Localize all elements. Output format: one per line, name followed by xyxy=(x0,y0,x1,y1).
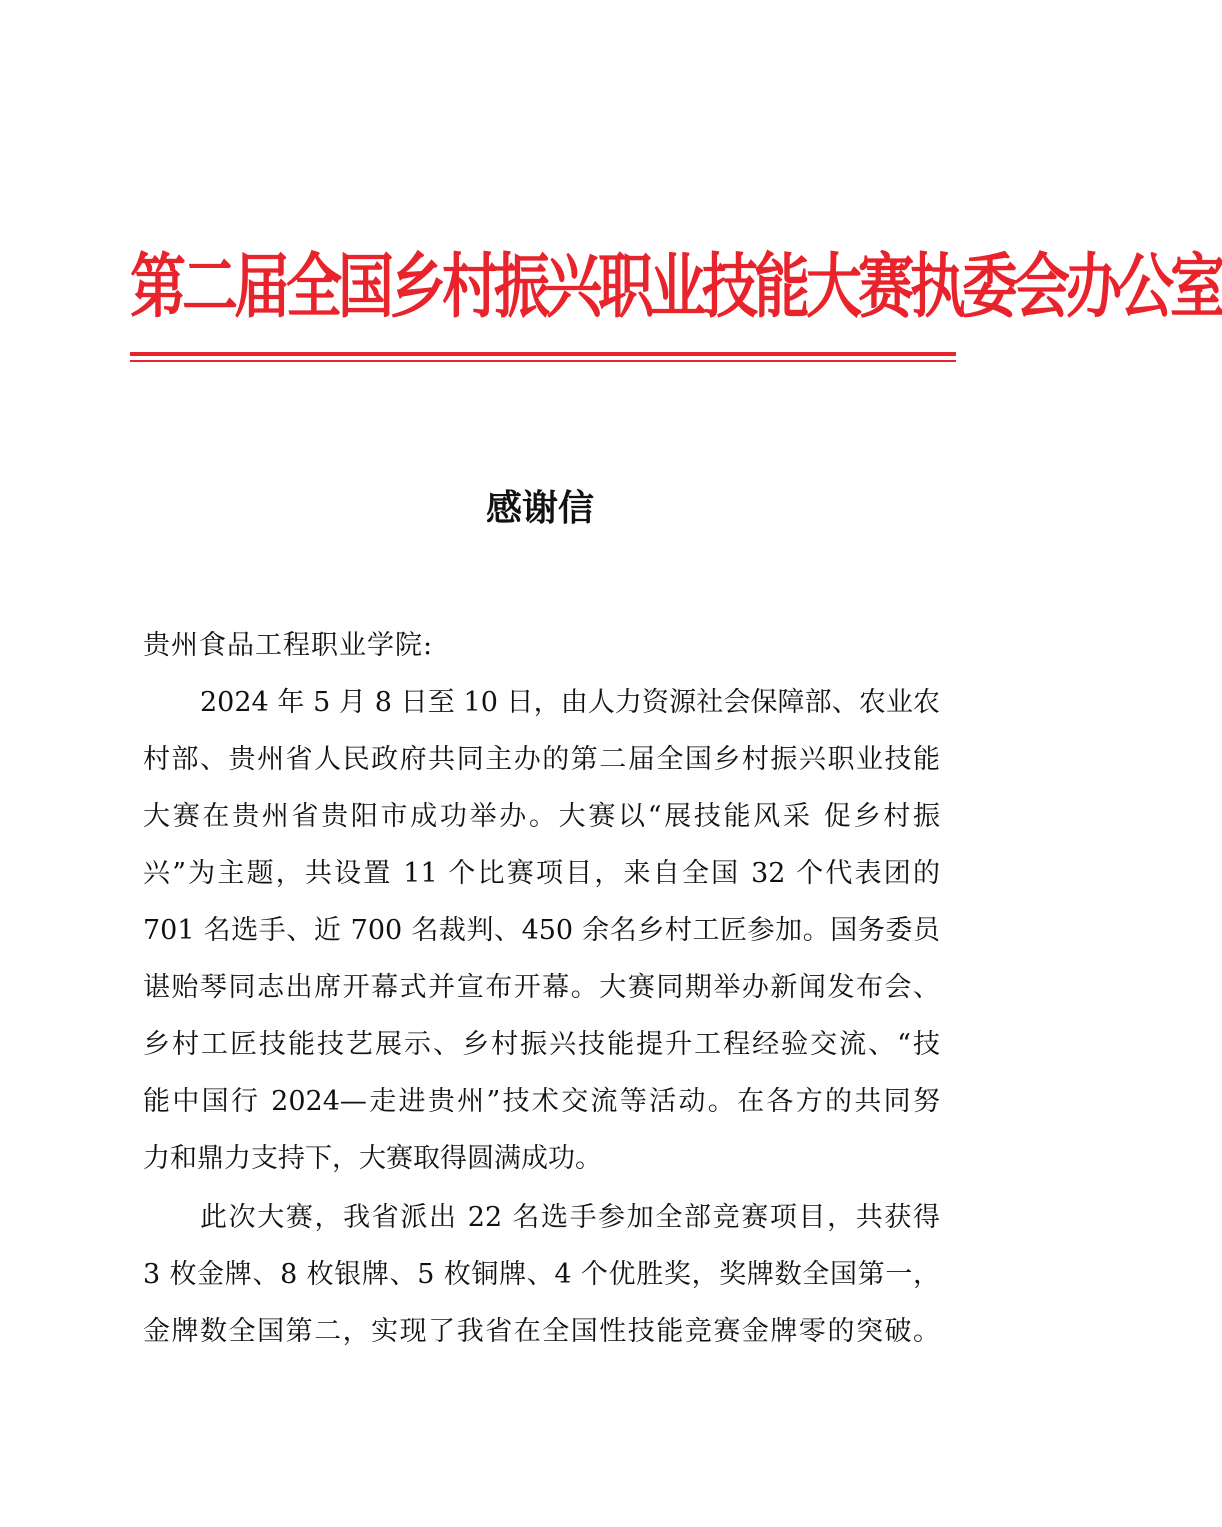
organization-header: 第二届全国乡村振兴职业技能大赛执委会办公室 xyxy=(130,246,1222,328)
header-rule-thin xyxy=(130,360,956,362)
paragraph2-line: 此次大赛，我省派出 22 名选手参加全部竞赛项目，共获得 xyxy=(200,1202,940,1233)
paragraph1-line: 大赛在贵州省贵阳市成功举办。大赛以“展技能风采 促乡村振 xyxy=(143,801,940,832)
paragraph1-line: 701 名选手、近 700 名裁判、450 余名乡村工匠参加。国务委员 xyxy=(143,915,940,946)
paragraph1-line: 乡村工匠技能技艺展示、乡村振兴技能提升工程经验交流、“技 xyxy=(143,1029,940,1060)
salutation: 贵州食品工程职业学院: xyxy=(143,630,434,661)
header-rule-thick xyxy=(130,352,956,356)
paragraph1-line: 能中国行 2024—走进贵州”技术交流等活动。在各方的共同努 xyxy=(143,1086,940,1117)
letter-title: 感谢信 xyxy=(485,488,594,529)
paragraph1-line: 力和鼎力支持下，大赛取得圆满成功。 xyxy=(143,1143,602,1174)
paragraph2-line: 金牌数全国第二，实现了我省在全国性技能竞赛金牌零的突破。 xyxy=(143,1316,940,1347)
paragraph1-line: 谌贻琴同志出席开幕式并宣布开幕。大赛同期举办新闻发布会、 xyxy=(143,972,940,1003)
paragraph2-line: 3 枚金牌、8 枚银牌、5 枚铜牌、4 个优胜奖，奖牌数全国第一， xyxy=(143,1259,940,1290)
paragraph1-line: 村部、贵州省人民政府共同主办的第二届全国乡村振兴职业技能 xyxy=(143,744,940,775)
paragraph1-line: 2024 年 5 月 8 日至 10 日，由人力资源社会保障部、农业农 xyxy=(200,687,940,718)
paragraph1-line: 兴”为主题，共设置 11 个比赛项目，来自全国 32 个代表团的 xyxy=(143,858,940,889)
